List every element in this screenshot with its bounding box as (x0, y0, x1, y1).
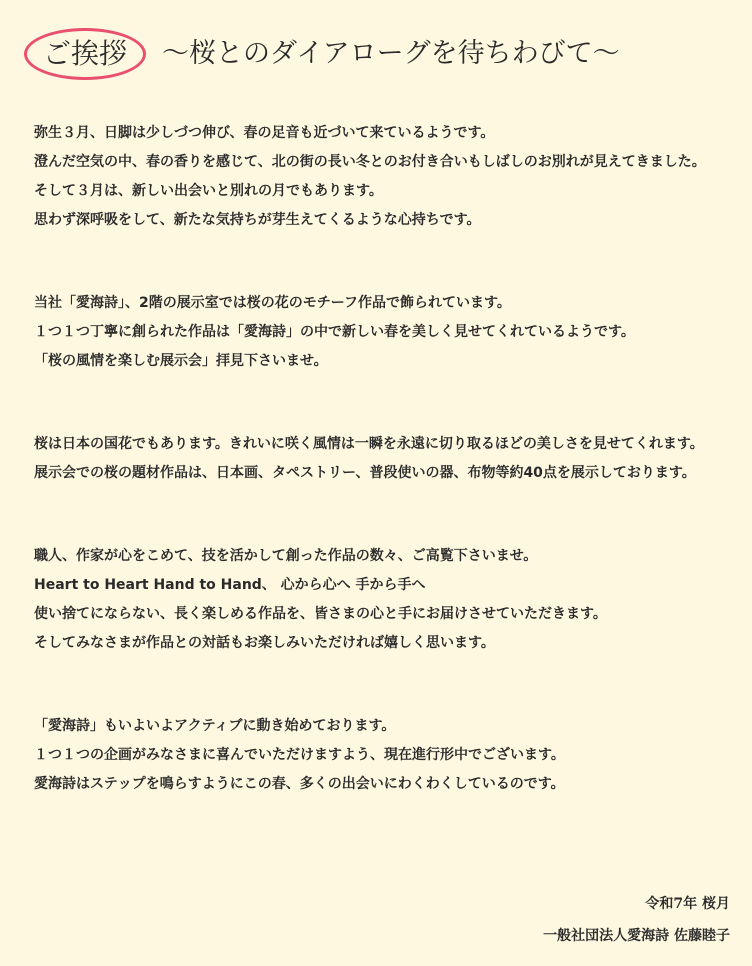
signature-author: 一般社団法人愛海詩 佐藤睦子 (543, 928, 730, 944)
greeting-badge: ご挨拶 (24, 28, 146, 80)
paragraph-line: 当社「愛海詩」、2階の展示室では桜の花のモチーフ作品で飾られています。 (34, 295, 511, 311)
paragraph-line: １つ１つの企画がみなさまに喜んでいただけますよう、現在進行形中でございます。 (34, 747, 565, 763)
signature (543, 888, 730, 952)
paragraph-line: 弥生３月、日脚は少しづつ伸び、春の足音も近づいて来ているようです。 (34, 125, 495, 141)
paragraph-line: 職人、作家が心をこめて、技を活かして創った作品の数々、ご高覧下さいませ。 (34, 548, 538, 564)
paragraph-line: 使い捨てにならない、長く楽しめる作品を、皆さまの心と手にお届けさせていただきます。 (34, 606, 607, 622)
page-header (24, 24, 620, 84)
paragraph-line: 「愛海詩」もいよいよアクティブに動き始めております。 (34, 718, 396, 734)
greeting-body (34, 119, 724, 853)
signature-date: 令和7年 桜月 (645, 896, 730, 912)
paragraph-line: 愛海詩はステップを鳴らすようにこの春、多くの出会いにわくわくしているのです。 (34, 776, 565, 792)
paragraph-line: 澄んだ空気の中、春の香りを感じて、北の街の長い冬とのお付き合いもしばしのお別れが見えてきました。 (34, 154, 706, 170)
paragraph (34, 712, 724, 799)
paragraph-line: １つ１つ丁寧に創られた作品は「愛海詩」の中で新しい春を美しく見せてくれているようです。 (34, 324, 635, 340)
paragraph (34, 542, 724, 658)
paragraph-line: そしてみなさまが作品との対話もお楽しみいただければ嬉しく思います。 (34, 635, 495, 651)
paragraph-line: 桜は日本の国花でもあります。きれいに咲く風情は一瞬を永遠に切り取るほどの美しさを見せてくれます。 (34, 436, 704, 452)
paragraph (34, 430, 724, 488)
paragraph-line: 展示会での桜の題材作品は、日本画、タペストリー、普段使いの器、布物等約40点を展示しております。 (34, 465, 696, 481)
paragraph-line: 思わず深呼吸をして、新たな気持ちが芽生えてくるような心持ちです。 (34, 212, 481, 228)
paragraph-line: Heart to Heart Hand to Hand、 心から心へ 手から手へ (34, 577, 426, 593)
page-title: 〜桜とのダイアローグを待ちわびて〜 (162, 38, 620, 69)
paragraph (34, 289, 724, 376)
paragraph-line: 「桜の風情を楽しむ展示会」拝見下さいませ。 (34, 353, 328, 369)
paragraph (34, 119, 724, 235)
paragraph-line: そして３月は、新しい出会いと別れの月でもあります。 (34, 183, 383, 199)
